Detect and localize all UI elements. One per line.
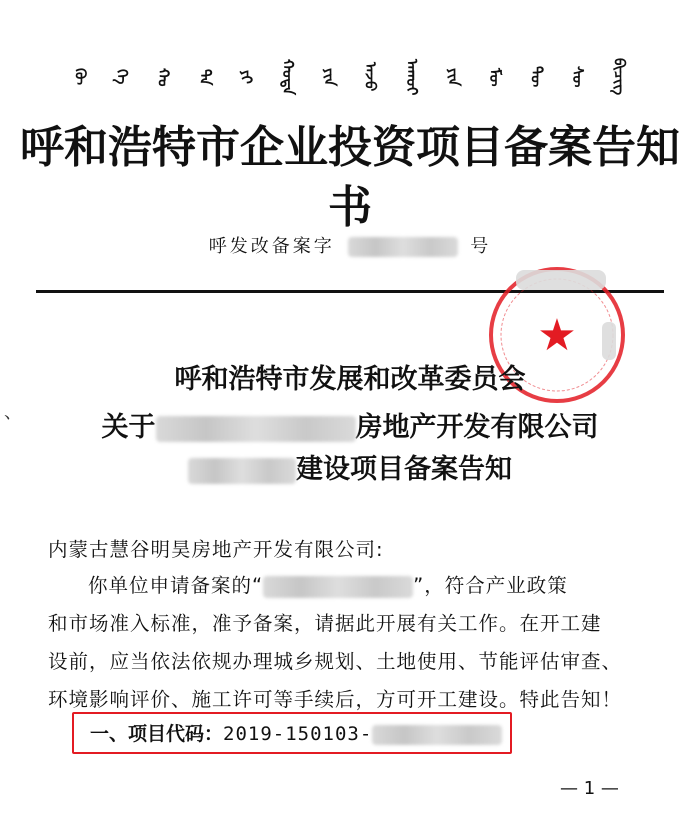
redacted-seal-text xyxy=(516,270,606,290)
redacted-project-name xyxy=(188,458,296,484)
mongolian-glyph: ᠬᠣᠳᠠ xyxy=(278,58,297,95)
mongolian-glyph: ᠲᠥ xyxy=(527,66,546,88)
redacted-company-name xyxy=(156,416,356,442)
doc-number-suffix: 号 xyxy=(470,236,492,257)
mongolian-glyph: ᠠᠬᠤᠢ xyxy=(403,58,422,96)
document-number xyxy=(0,232,700,258)
mongolian-glyph: ᠶᠢ xyxy=(237,70,256,84)
body-paragraph-line4: 环境影响评价、施工许可等手续后，方可开工建设。特此告知！ xyxy=(48,688,623,711)
page-number: — 1 — xyxy=(560,778,619,799)
stray-mark: 、 xyxy=(4,402,22,423)
mongolian-glyph: ᠬᠥ xyxy=(71,68,90,86)
heading-line3-suffix: 建设项目备案告知 xyxy=(296,454,512,485)
mongolian-glyph: ᠬᠣ xyxy=(154,67,173,87)
subject-heading-line3 xyxy=(0,452,700,488)
redacted-project-code xyxy=(372,725,502,745)
redacted-project-title xyxy=(263,576,413,598)
doc-number-prefix: 呼发改备案字 xyxy=(208,236,335,257)
mongolian-glyph: ᠶᠢᠨ xyxy=(444,67,463,87)
heading-prefix: 关于 xyxy=(101,412,156,443)
project-code-label: 一、项目代码： xyxy=(90,723,224,745)
document-title: 呼和浩特市企业投资项目备案告知书 xyxy=(20,122,680,233)
issuer-heading: 呼和浩特市发展和改革委员会 xyxy=(174,364,526,395)
body-paragraph-line2: 和市场准入标准，准予备案，请据此开展有关工作。在开工建 xyxy=(48,612,602,635)
redacted-doc-number xyxy=(348,237,458,257)
heading-suffix: 房地产开发有限公司 xyxy=(355,412,599,443)
mongolian-glyph: ᠶᠢᠨ xyxy=(320,67,339,87)
mongolian-glyph: ᠮᠥ xyxy=(486,67,504,87)
mongolian-glyph: ᠠᠵᠤ xyxy=(361,62,380,92)
body-paragraph-line1 xyxy=(88,566,700,606)
mongolian-glyph: ᠪᠢᠴᠢᠭ xyxy=(610,58,629,96)
mongolian-glyph: ᠲᠠ xyxy=(196,68,214,86)
mongolian-title xyxy=(60,48,640,108)
para-after-quote: ”，符合产业政策 xyxy=(413,574,568,597)
body-paragraph-line3: 设前，应当依法依规办理城乡规划、土地使用、节能评估审查、 xyxy=(48,650,623,673)
seal-star-icon: ★ xyxy=(537,310,577,361)
mongolian-glyph: ᠬᠡ xyxy=(113,69,132,85)
project-code-value: 2019-150103- xyxy=(223,723,373,745)
addressee: 内蒙古慧谷明昊房地产开发有限公司: xyxy=(48,538,384,561)
project-code xyxy=(90,719,502,746)
para-start: 你单位申请备案的“ xyxy=(88,574,264,597)
redacted-seal-side xyxy=(602,322,616,360)
mongolian-glyph: ᠰᠥ xyxy=(568,66,587,88)
subject-heading-line2 xyxy=(0,410,700,446)
